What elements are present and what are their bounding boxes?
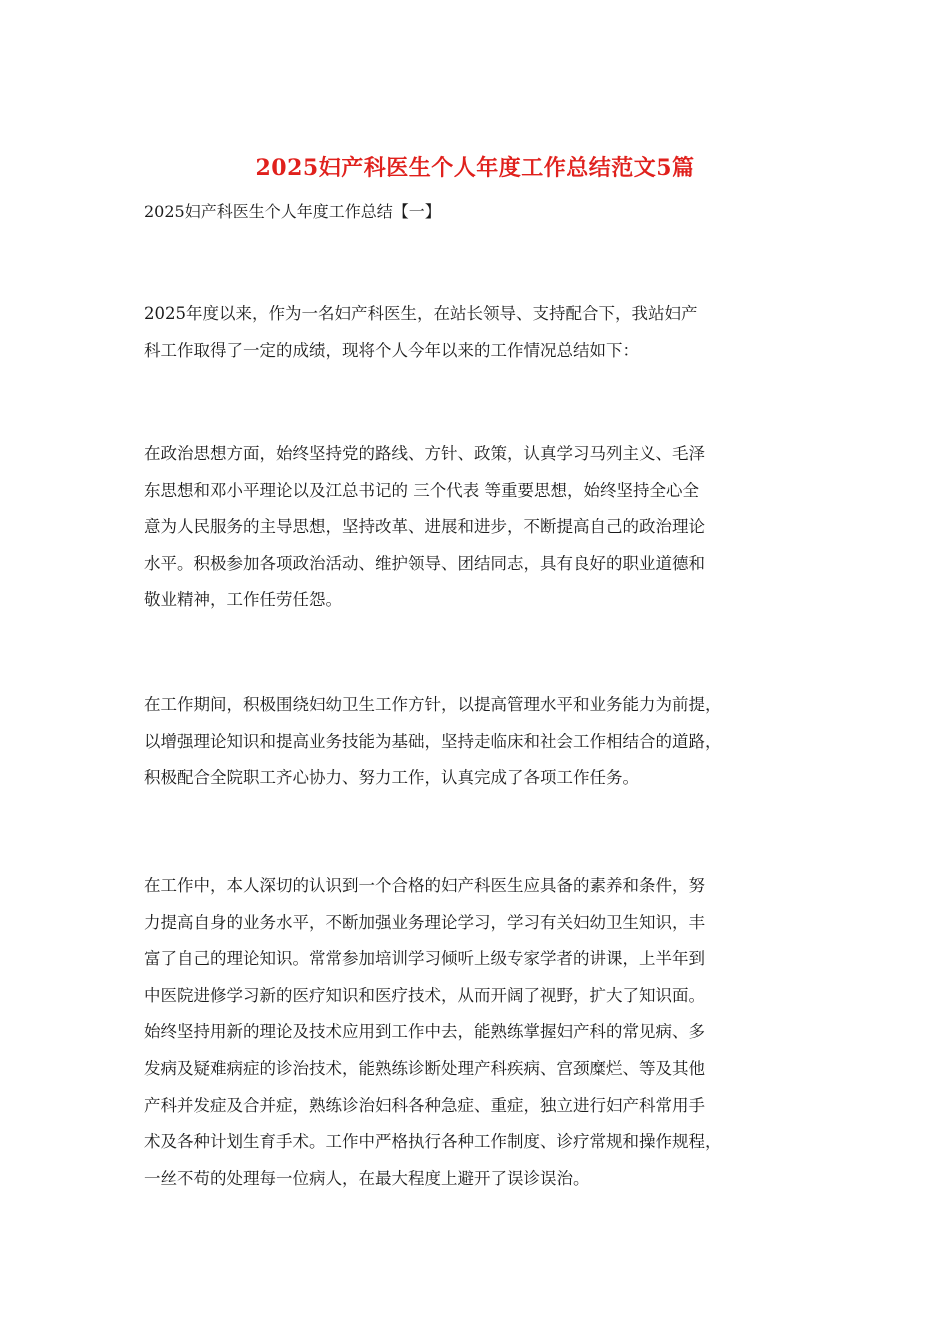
paragraph-line: 富了自己的理论知识。常常参加培训学习倾听上级专家学者的讲课，上半年到 [144, 949, 705, 969]
section-heading: 2025妇产科医生个人年度工作总结【一】 [144, 202, 441, 221]
paragraph-line: 敬业精神，工作任劳任怨。 [144, 590, 342, 610]
paragraph-line: 积极配合全院职工齐心协力、努力工作，认真完成了各项工作任务。 [144, 768, 639, 788]
paragraph-line: 科工作取得了一定的成绩，现将个人今年以来的工作情况总结如下： [144, 340, 639, 360]
paragraph-line: 以增强理论知识和提高业务技能为基础，坚持走临床和社会工作相结合的道路， [144, 731, 722, 751]
paragraph-line: 东思想和邓小平理论以及江总书记的 三个代表 等重要思想，始终坚持全心全 [144, 480, 699, 500]
paragraph-line: 中医院进修学习新的医疗知识和医疗技术，从而开阔了视野，扩大了知识面。 [144, 985, 705, 1005]
document-title: 2025妇产科医生个人年度工作总结范文5篇 [255, 155, 695, 181]
paragraph-line: 在政治思想方面，始终坚持党的路线、方针、政策，认真学习马列主义、毛泽 [144, 444, 705, 463]
paragraph-intro [144, 296, 834, 369]
paragraph-line: 水平。积极参加各项政治活动、维护领导、团结同志，具有良好的职业道德和 [144, 553, 705, 573]
paragraph-line: 在工作中，本人深切的认识到一个合格的妇产科医生应具备的素养和条件，努 [144, 876, 705, 895]
paragraph-line: 发病及疑难病症的诊治技术，能熟练诊断处理产科疾病、宫颈糜烂、等及其他 [144, 1058, 705, 1078]
paragraph-in-work [144, 868, 834, 1197]
paragraph-line: 始终坚持用新的理论及技术应用到工作中去，能熟练掌握妇产科的常见病、多 [144, 1022, 705, 1042]
paragraph-line: 术及各种计划生育手术。工作中严格执行各种工作制度、诊疗常规和操作规程， [144, 1132, 722, 1152]
paragraph-line: 产科并发症及合并症，熟练诊治妇科各种急症、重症，独立进行妇产科常用手 [144, 1095, 705, 1115]
paragraph-political [144, 436, 834, 619]
paragraph-line: 力提高自身的业务水平，不断加强业务理论学习，学习有关妇幼卫生知识，丰 [144, 912, 705, 932]
paragraph-work-period [144, 687, 834, 797]
paragraph-line: 2025年度以来，作为一名妇产科医生，在站长领导、支持配合下，我站妇产 [144, 304, 698, 323]
paragraph-line: 一丝不苟的处理每一位病人，在最大程度上避开了误诊误治。 [144, 1168, 590, 1188]
paragraph-line: 在工作期间，积极围绕妇幼卫生工作方针，以提高管理水平和业务能力为前提， [144, 695, 722, 714]
paragraph-line: 意为人民服务的主导思想，坚持改革、进展和进步，不断提高自己的政治理论 [144, 517, 705, 537]
